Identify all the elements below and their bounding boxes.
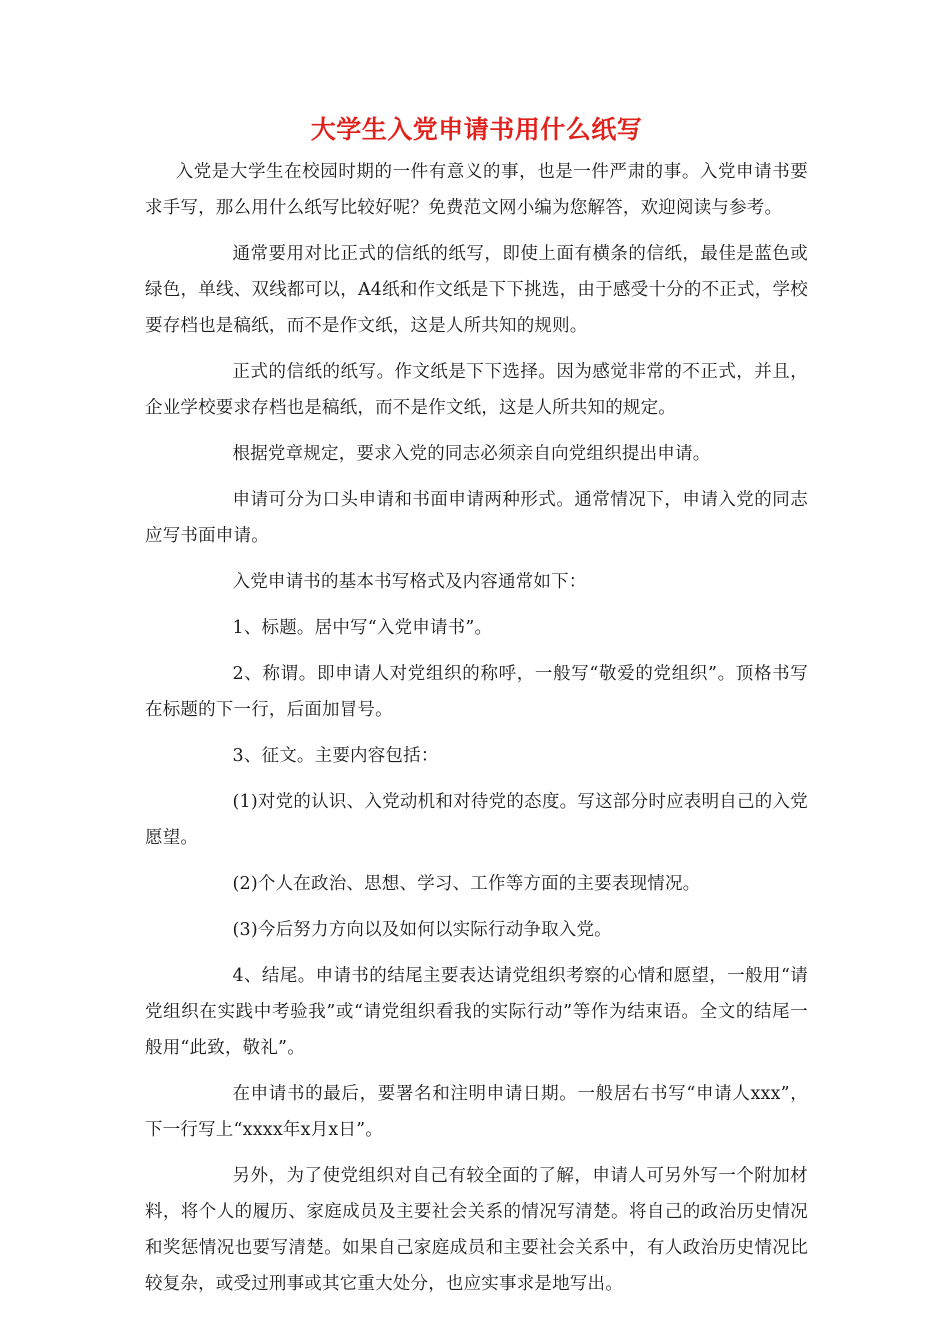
paragraph: 正式的信纸的纸写。作文纸是下下选择。因为感觉非常的不正式，并且，企业学校要求存档也是稿纸，而不是作文纸，这是人所共知的规定。 (145, 362, 808, 418)
paragraph: 在申请书的最后，要署名和注明申请日期。一般居右书写“申请人xxx”，下一行写上“xxxx年x月x日”。 (145, 1084, 808, 1140)
paragraph: 申请可分为口头申请和书面申请两种形式。通常情况下，申请入党的同志应写书面申请。 (145, 490, 808, 546)
paragraph: 通常要用对比正式的信纸的纸写，即使上面有横条的信纸，最佳是蓝色或绿色，单线、双线都可以，A4纸和作文纸是下下挑选，由于感受十分的不正式，学校要存档也是稿纸，而不是作文纸，这是人所共知的规则。 (145, 244, 808, 336)
paragraph: 入党是大学生在校园时期的一件有意义的事，也是一件严肃的事。入党申请书要求手写，那么用什么纸写比较好呢？免费范文网小编为您解答，欢迎阅读与参考。 (145, 162, 808, 218)
paragraph: 3、征文。主要内容包括： (232, 746, 439, 766)
paragraph: (1)对党的认识、入党动机和对待党的态度。写这部分时应表明自己的入党愿望。 (145, 792, 808, 848)
paragraph: 入党申请书的基本书写格式及内容通常如下： (232, 572, 587, 592)
paragraph: 根据党章规定，要求入党的同志必须亲自向党组织提出申请。 (232, 444, 711, 464)
paragraph: 4、结尾。申请书的结尾主要表达请党组织考察的心情和愿望，一般用“请党组织在实践中考验我”或“请党组织看我的实际行动”等作为结束语。全文的结尾一般用“此致，敬礼”。 (145, 966, 808, 1058)
document-page (145, 112, 808, 1312)
paragraph: (3)今后努力方向以及如何以实际行动争取入党。 (232, 920, 612, 940)
document-title: 大学生入党申请书用什么纸写 (310, 115, 643, 144)
paragraph: (2)个人在政治、思想、学习、工作等方面的主要表现情况。 (232, 874, 701, 894)
paragraph: 1、标题。居中写“入党申请书”。 (232, 618, 493, 638)
paragraph: 另外，为了使党组织对自己有较全面的了解，申请人可另外写一个附加材料，将个人的履历、家庭成员及主要社会关系的情况写清楚。将自己的政治历史情况和奖惩情况也要写清楚。如果自己家庭成员和主要社会关系中，有人政治历史情况比较复杂，或受过刑事或其它重大处分，也应实事求是地写出。 (145, 1166, 808, 1294)
paragraph: 2、称谓。即申请人对党组织的称呼，一般写“敬爱的党组织”。顶格书写在标题的下一行，后面加冒号。 (145, 664, 808, 720)
